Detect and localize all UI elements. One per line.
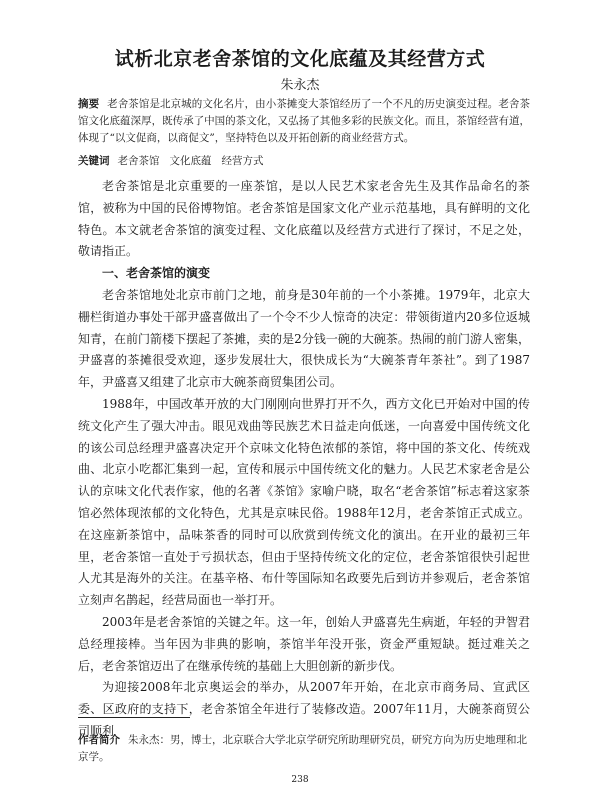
intro-paragraph: 老舍茶馆是北京重要的一座茶馆，是以人民艺术家老舍先生及其作品命名的茶馆，被称为中国的民俗博物馆。老舍茶馆是国家文化产业示范基地，具有鲜明的文化特色。本文就老舍茶馆的演变过程、文化底蕴以及经营方式进行了探讨，不足之处，敬请指正。 — [78, 179, 530, 259]
paper-title: 试析北京老舍茶馆的文化底蕴及其经营方式 — [114, 48, 486, 70]
body-text — [78, 176, 530, 743]
body-paragraph: 老舍茶馆地处北京市前门之地，前身是30年前的一个小茶摊。1979年，北京大栅栏街道办事处干部尹盛喜做出了一个令不少人惊奇的决定：带领街道内20多位返城知青，在前门箭楼下摆起了茶摊，卖的是2分钱一碗的大碗茶。热闹的前门游人密集，尹盛喜的茶摊很受欢迎，逐步发展壮大，很快成长为“大碗茶青年茶社”。到了1987年，尹盛喜又组建了北京市大碗茶商贸集团公司。 — [78, 287, 530, 390]
author-footnote — [78, 732, 530, 766]
keyword-item: 老舍茶馆 — [117, 155, 160, 167]
keywords-label: 关键词 — [78, 155, 110, 167]
abstract-block — [78, 96, 530, 147]
abstract-text: 老舍茶馆是北京城的文化名片，由小茶摊变大茶馆经历了一个不凡的历史演变过程。老舍茶馆文化底蕴深厚，既传承了中国的茶文化，又弘扬了其他多彩的民族文化。而且，茶馆经营有道，体现了“以文促商，以商促文”，坚持特色以及开拓创新的商业经营方式。 — [78, 98, 531, 144]
keyword-item: 经营方式 — [221, 155, 264, 167]
section-heading: 一、老舍茶馆的演变 — [102, 266, 211, 281]
keywords-block — [78, 153, 530, 169]
footnote-divider — [78, 717, 190, 718]
body-paragraph: 1988年，中国改革开放的大门刚刚向世界打开不久，西方文化已开始对中国的传统文化产生了强大冲击。眼见戏曲等民族艺术日益走向低迷，一向喜爱中国传统文化的该公司总经理尹盛喜决定开个京味文化特色浓郁的茶馆，将中国的茶文化、传统戏曲、北京小吃都汇集到一起，宣传和展示中国传统文化的魅力。人民艺术家老舍是公认的京味文化代表作家，他的名著《茶馆》家喻户晓，取名“老舍茶馆”标志着这家茶馆必然体现浓郁的文化特色，尤其是京味民俗。1988年12月，老舍茶馆正式成立。在这座新茶馆中，品味茶香的同时可以欣赏到传统文化的演出。在开业的最初三年里，老舍茶馆一直处于亏损状态，但由于坚持传统文化的定位，老舍茶馆很快引起世人尤其是海外的关注。在基辛格、布什等国际知名政要先后到访并参观后，老舍茶馆立刻声名鹊起，经营局面也一举打开。 — [78, 396, 530, 608]
footnote-label: 作者简介 — [78, 734, 120, 746]
abstract-label: 摘要 — [78, 98, 100, 110]
keyword-item: 文化底蕴 — [169, 155, 212, 167]
footnote-text: 朱永杰：男，博士，北京联合大学北京学研究所助理研究员，研究方向为历史地理和北京学。 — [78, 734, 527, 763]
body-paragraph: 2003年是老舍茶馆的关键之年。这一年，创始人尹盛喜先生病逝，年轻的尹智君总经理接棒。当年因为非典的影响，茶馆半年没开张，资金严重短缺。挺过难关之后，老舍茶馆迈出了在继承传统的基础上大胆创新的新步伐。 — [78, 614, 530, 673]
body-paragraph: 为迎接2008年北京奥运会的举办，从2007年开始，在北京市商务局、宣武区委、区政府的支持下，老舍茶馆全年进行了装修改造。2007年11月，大碗茶商贸公司顺利 — [78, 680, 530, 738]
author-name: 朱永杰 — [280, 78, 320, 93]
page-number: 238 — [291, 775, 309, 785]
